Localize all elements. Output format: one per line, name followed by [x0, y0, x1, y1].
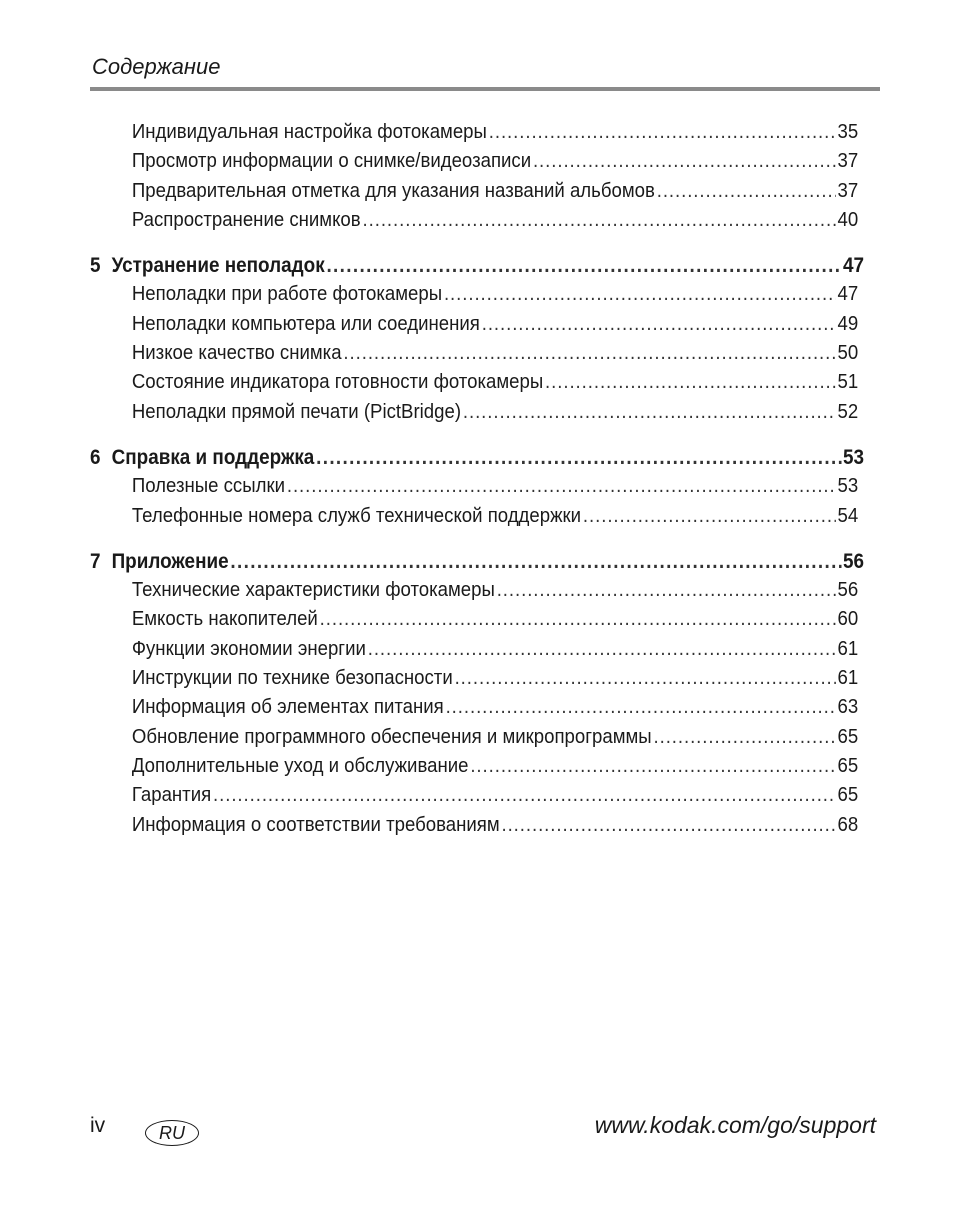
toc-section-entry[interactable] [90, 206, 858, 235]
dot-leader [363, 206, 836, 235]
toc-page-number: 65 [837, 754, 859, 777]
toc-page-number: 61 [837, 637, 859, 660]
toc-section-entry[interactable] [90, 781, 858, 810]
page-header-title: Содержание [92, 54, 221, 79]
language-badge: RU [145, 1120, 199, 1146]
toc-chapter-number: 6 [90, 445, 101, 469]
dot-leader [470, 752, 835, 781]
toc-entry-title: Информация о соответствии требованиям [131, 813, 500, 836]
toc-section-entry[interactable] [90, 339, 858, 368]
toc-section-entry[interactable] [90, 605, 858, 634]
footer-support-link[interactable]: www.kodak.com/go/support [594, 1112, 876, 1138]
toc-entry-title: Гарантия [131, 784, 212, 807]
dot-leader [657, 177, 836, 206]
dot-leader [533, 147, 836, 176]
toc-entry-title: Неполадки прямой печати (PictBridge) [131, 400, 462, 423]
toc-entry-title: Дополнительные уход и обслуживание [131, 754, 469, 777]
toc-section-entry[interactable] [90, 752, 858, 781]
toc-section-entry[interactable] [90, 693, 858, 722]
dot-leader [455, 664, 836, 693]
toc-section-entry[interactable] [90, 280, 858, 309]
dot-leader [653, 723, 835, 752]
toc-chapter-number: 7 [90, 549, 101, 573]
toc-entry-title: Информация об элементах питания [131, 696, 444, 719]
toc-page-number: 65 [837, 725, 859, 748]
toc-entry-title: Приложение [111, 549, 229, 573]
toc-entry-title: Функции экономии энергии [131, 637, 366, 660]
dot-leader [446, 693, 836, 722]
toc-entry-title: Просмотр информации о снимке/видеозаписи [131, 150, 532, 173]
footer-page-number: iv [90, 1114, 106, 1137]
toc-page-number: 47 [842, 254, 864, 278]
toc-entry-title: Неполадки при работе фотокамеры [131, 283, 443, 306]
toc-page-number: 37 [837, 150, 859, 173]
dot-leader [583, 502, 836, 531]
toc-section-entry[interactable] [90, 811, 858, 840]
toc-page-number: 35 [837, 121, 859, 143]
dot-leader [501, 811, 835, 840]
toc-page-number: 60 [837, 608, 859, 631]
dot-leader [444, 280, 836, 309]
toc-page-number: 52 [837, 400, 859, 423]
toc-entry-title: Индивидуальная настройка фотокамеры [131, 121, 487, 143]
toc-page-number: 47 [837, 283, 859, 306]
toc-section-entry[interactable] [90, 502, 858, 531]
toc-page-number: 68 [837, 813, 859, 836]
toc-entry-title: Обновление программного обеспечения и микропрограммы [131, 725, 652, 748]
toc-entry-title: Инструкции по технике безопасности [131, 667, 453, 690]
toc-page-number: 54 [837, 504, 859, 527]
toc-section-entry[interactable] [90, 576, 858, 605]
toc-chapter-entry[interactable] [90, 547, 864, 576]
toc-entry-title: Устранение неполадок [111, 254, 325, 278]
dot-leader [482, 310, 836, 339]
dot-leader [343, 339, 835, 368]
toc-page-number: 56 [837, 579, 859, 602]
dot-leader [545, 368, 836, 397]
dot-leader [489, 118, 836, 147]
toc-section-entry[interactable] [90, 664, 858, 693]
toc-section-entry[interactable] [90, 635, 858, 664]
toc-section-entry[interactable] [90, 472, 858, 501]
header-divider [90, 87, 880, 91]
dot-leader [368, 635, 836, 664]
toc-entry-title: Распространение снимков [131, 208, 361, 231]
toc-page-number: 53 [842, 445, 864, 469]
toc-section-entry[interactable] [90, 310, 858, 339]
dot-leader [463, 398, 836, 427]
dot-leader [497, 576, 836, 605]
toc-section-entry[interactable] [90, 398, 858, 427]
table-of-contents [90, 118, 864, 840]
toc-entry-title: Предварительная отметка для указания названий альбомов [131, 179, 655, 202]
dot-leader [287, 472, 836, 501]
toc-section-entry[interactable] [90, 368, 858, 397]
toc-page-number: 49 [837, 312, 859, 335]
toc-entry-title: Емкость накопителей [131, 608, 318, 631]
toc-chapter-entry[interactable] [90, 251, 864, 280]
toc-page-number: 65 [837, 784, 859, 807]
toc-entry-title: Технические характеристики фотокамеры [131, 579, 495, 602]
toc-page-number: 56 [842, 549, 864, 573]
toc-page-number: 63 [837, 696, 859, 719]
toc-entry-title: Неполадки компьютера или соединения [131, 312, 480, 335]
toc-page-number: 37 [837, 179, 859, 202]
toc-chapter-number: 5 [90, 254, 101, 278]
dot-leader [320, 605, 836, 634]
toc-page-number: 50 [837, 342, 859, 365]
toc-chapter-entry[interactable] [90, 443, 864, 472]
toc-section-entry[interactable] [90, 118, 858, 147]
toc-section-entry[interactable] [90, 177, 858, 206]
toc-entry-title: Полезные ссылки [131, 475, 285, 498]
toc-page-number: 51 [837, 371, 859, 394]
toc-section-entry[interactable] [90, 147, 858, 176]
toc-entry-title: Телефонные номера служб технической поддержки [131, 504, 582, 527]
toc-entry-title: Справка и поддержка [111, 445, 315, 469]
toc-page-number: 40 [837, 208, 859, 231]
dot-leader [230, 547, 841, 576]
dot-leader [213, 781, 836, 810]
toc-page-number: 61 [837, 667, 859, 690]
toc-entry-title: Низкое качество снимка [131, 342, 342, 365]
toc-entry-title: Состояние индикатора готовности фотокамеры [131, 371, 544, 394]
toc-page-number: 53 [837, 475, 859, 498]
dot-leader [316, 443, 841, 472]
toc-section-entry[interactable] [90, 723, 858, 752]
dot-leader [326, 251, 841, 280]
